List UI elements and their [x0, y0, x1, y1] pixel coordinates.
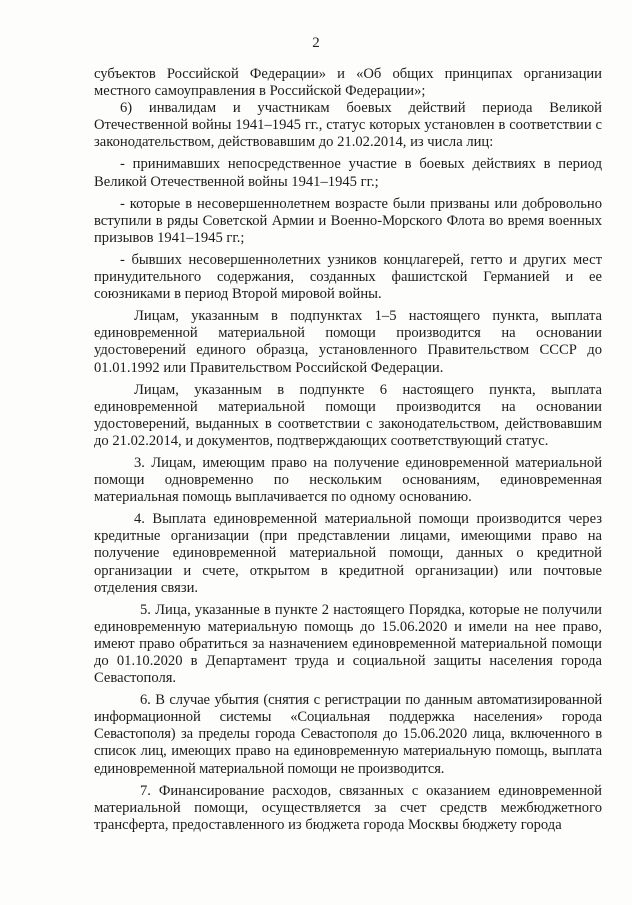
- paragraph-item-7: 7. Финансирование расходов, связанных с оказанием единовременной материальной помощи, осуществляется за счет средств межбюджетного трансферта, предоставленного из бюджета города Москвы бюджету города: [94, 782, 602, 833]
- paragraph-item-4: 4. Выплата единовременной материальной помощи производится через кредитные организации (при представлении лицами, имеющими право на получение единовременной материальной помощи, данных о кредитной организации и счете, открытом в кредитной организации) или почтовые отделения связи.: [94, 511, 602, 596]
- paragraph-dash-2: - которые в несовершеннолетнем возрасте были призваны или добровольно вступили в ряды Советской Армии и Военно-Морского Флота во время военных призывов 1941–1945 гг.;: [94, 195, 602, 246]
- paragraph-persons-6: Лицам, указанным в подпункте 6 настоящего пункта, выплата единовременной материальной помощи производится на основании удостоверений, выданных в соответствии с законодательством, действовавшим до 21.02.2014, и документов, подтверждающих соответствующий статус.: [94, 381, 602, 449]
- paragraph-dash-3: - бывших несовершеннолетних узников концлагерей, гетто и других мест принудительного содержания, созданных фашистской Германией и ее союзниками в период Второй мировой войны.: [94, 251, 602, 303]
- paragraph-dash-1: - принимавших непосредственное участие в боевых действиях в период Великой Отечественной войны 1941–1945 гг.;: [94, 156, 602, 190]
- paragraph-item-6-relocation: 6. В случае убытия (снятия с регистрации по данным автоматизированной информационной системы «Социальная поддержка населения» города Севастополя) за пределы города Севастополя до 15.06.2020 лица, включенного в список лиц, имеющих право на единовременную материальную помощь, выплата единовременной материальной помощи не производится.: [94, 692, 602, 777]
- paragraph-item-5: 5. Лица, указанные в пункте 2 настоящего Порядка, которые не получили единовременную материальную помощь до 15.06.2020 и имели на нее право, имеют право обратиться за назначением единовременной материальной помощи до 01.10.2020 в Департамент труда и социальной защиты населения города Севастополя.: [94, 601, 602, 687]
- paragraph-persons-1-5: Лицам, указанным в подпунктах 1–5 настоящего пункта, выплата единовременной материальной помощи производится на основании удостоверений единого образца, установленного Правительством СССР до 01.01.1992 или Правительством Российской Федерации.: [94, 308, 602, 376]
- paragraph-item-3: 3. Лицам, имеющим право на получение единовременной материальной помощи одновременно по нескольким основаниям, единовременная материальная помощь выплачивается по одному основанию.: [94, 454, 602, 506]
- document-body: [94, 66, 602, 834]
- paragraph-item-6: 6) инвалидам и участникам боевых действий периода Великой Отечественной войны 1941–1945 гг., статус которых установлен в соответствии с законодательством, действовавшим до 21.02.2014, из числа лиц:: [94, 100, 602, 151]
- page-number: 2: [312, 35, 320, 51]
- paragraph-continuation: субъектов Российской Федерации» и «Об общих принципах организации местного самоуправления в Российской Федерации»;: [94, 66, 602, 100]
